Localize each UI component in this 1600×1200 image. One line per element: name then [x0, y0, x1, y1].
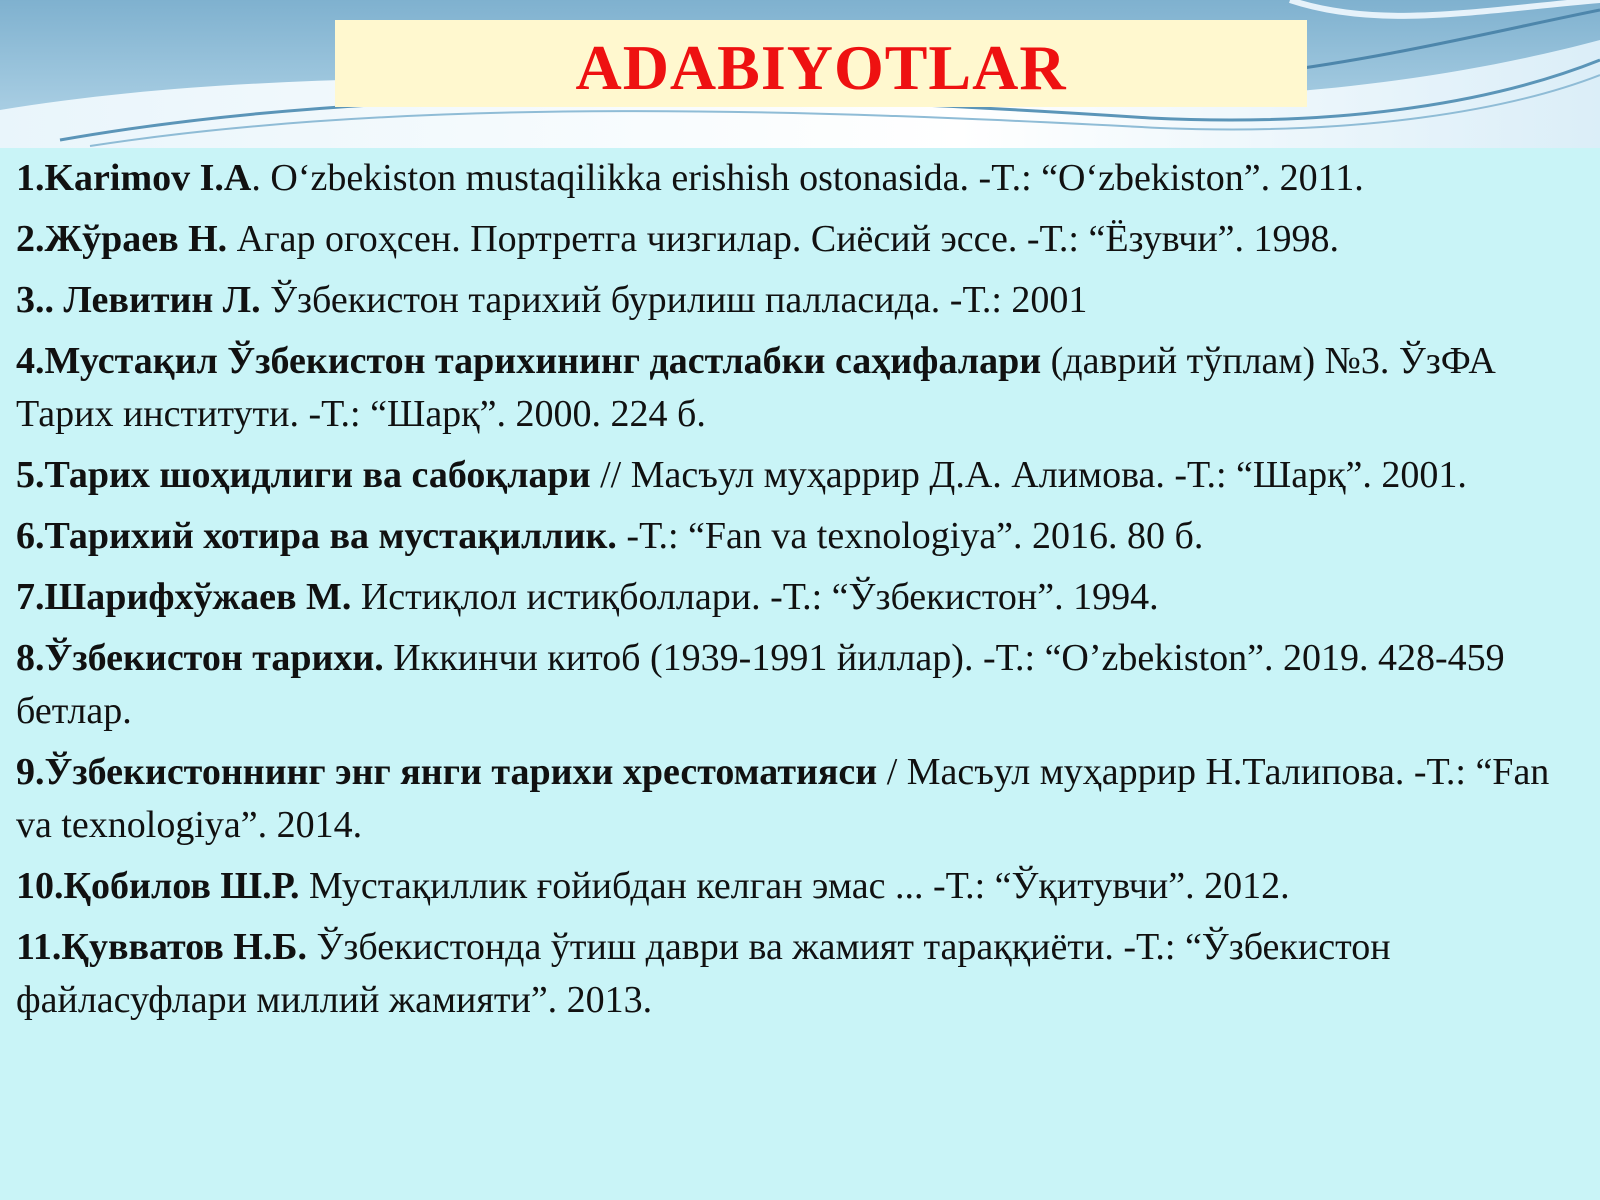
reference-number: 9. [16, 751, 45, 793]
reference-number: 10. [16, 865, 64, 907]
reference-author: . Левитин Л. [44, 279, 261, 321]
references-list [16, 152, 1588, 1035]
reference-author: Мустақил Ўзбекистон тарихининг дастлабки саҳифалари [44, 340, 1042, 382]
reference-details: // Масъул муҳаррир Д.А. Алимова. -Т.: “Шарқ”. 2001. [590, 454, 1467, 496]
reference-number: 2. [16, 218, 45, 260]
reference-item [16, 510, 1588, 563]
slide-title: ADABIYOTLAR [575, 31, 1067, 103]
reference-item [16, 921, 1588, 1027]
reference-number: 8. [16, 637, 45, 679]
reference-author: Қувватов Н.Б. [61, 926, 307, 968]
reference-details: Ўзбекистон тарихий бурилиш палласида. -Т.: 2001 [260, 279, 1088, 321]
title-box [335, 20, 1307, 107]
reference-author: Ўзбекистон тарихи. [44, 637, 384, 679]
reference-number: 6. [16, 515, 45, 557]
reference-author: Тарих шоҳидлиги ва сабоқлари [44, 454, 591, 496]
reference-number: 1. [16, 157, 45, 199]
reference-author: Қобилов Ш.Р. [63, 865, 300, 907]
reference-author: Шарифхўжаев М. [44, 576, 352, 618]
reference-item [16, 632, 1588, 738]
reference-author: Ўзбекистоннинг энг янги тарихи хрестоматияси [44, 751, 878, 793]
reference-item [16, 860, 1588, 913]
reference-details: Ўзбекистонда ўтиш даври ва жамият тараққиёти. -Т.: “Ўзбекистон файласуфлари миллий жамияти”. 2013. [16, 926, 1391, 1021]
reference-item [16, 213, 1588, 266]
reference-item [16, 274, 1588, 327]
reference-author: Тарихий хотира ва мустақиллик. [44, 515, 617, 557]
reference-item [16, 746, 1588, 852]
reference-number: 7. [16, 576, 45, 618]
reference-number: 5. [16, 454, 45, 496]
reference-item [16, 152, 1588, 205]
reference-author: Karimov I.A [44, 157, 252, 199]
reference-details: -Т.: “Fan va texnologiya”. 2016. 80 б. [616, 515, 1204, 557]
reference-number: 3. [16, 279, 45, 321]
reference-number: 4. [16, 340, 45, 382]
reference-details: / Масъул муҳаррир Н.Талипова. -Т.: “Fan va texnologiya”. 2014. [16, 751, 1550, 846]
reference-details: Мустақиллик ғойибдан келган эмас ... -Т.: “Ўқитувчи”. 2012. [299, 865, 1290, 907]
reference-details: (даврий тўплам) №3. ЎзФА Тарих институти. -Т.: “Шарқ”. 2000. 224 б. [16, 340, 1496, 435]
reference-author: Жўраев Н. [44, 218, 228, 260]
reference-item [16, 571, 1588, 624]
reference-details: Истиқлол истиқболлари. -Т.: “Ўзбекистон”. 1994. [351, 576, 1159, 618]
reference-item [16, 335, 1588, 441]
reference-details: . O‘zbekiston mustaqilikka erishish ostonasida. -T.: “O‘zbekiston”. 2011. [251, 157, 1364, 199]
reference-details: Иккинчи китоб (1939-1991 йиллар). -Т.: “O’zbekiston”. 2019. 428-459 бетлар. [16, 637, 1505, 732]
reference-item [16, 449, 1588, 502]
reference-number: 11. [16, 926, 62, 968]
reference-details: Агар огоҳсен. Портретга чизгилар. Сиёсий эссе. -Т.: “Ёзувчи”. 1998. [227, 218, 1340, 260]
